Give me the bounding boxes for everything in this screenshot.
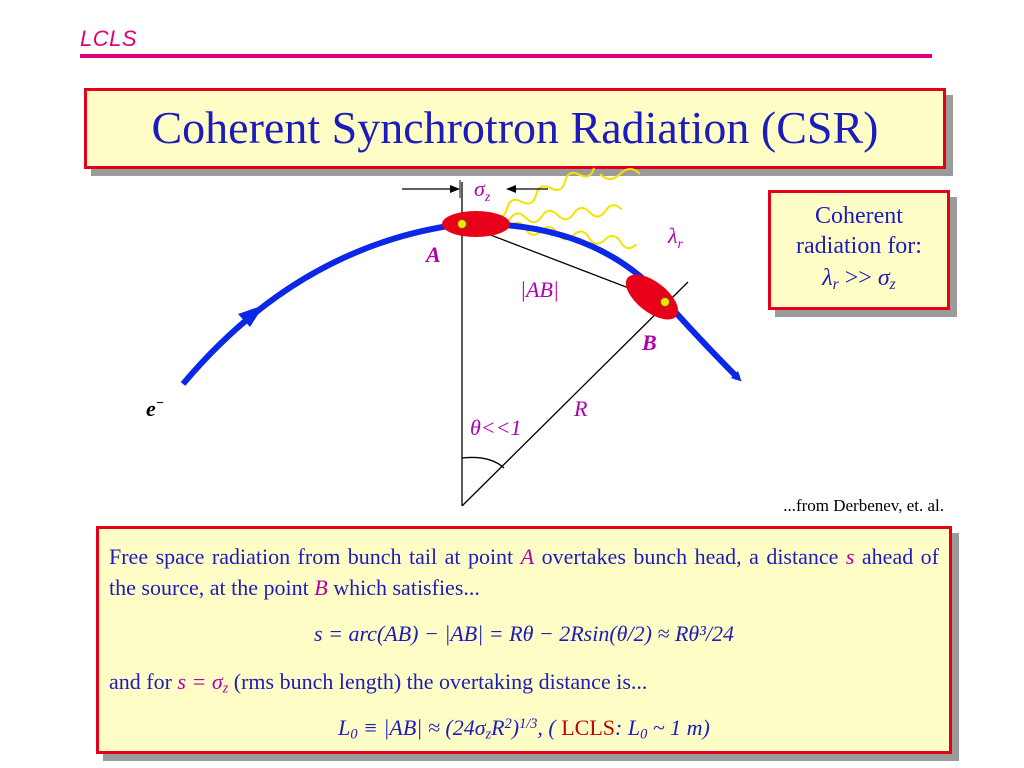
- theta-arc: [462, 457, 504, 468]
- label-AB: |AB|: [520, 277, 559, 302]
- sigma-arrowhead-left: [450, 185, 460, 193]
- coherent-line-1: Coherent: [815, 203, 903, 229]
- sigma-arrowhead-right: [506, 185, 516, 193]
- f2-f: :: [615, 715, 628, 740]
- lambda-symbol: λ: [668, 223, 678, 248]
- p3-text-b: (rms bunch length) the overtaking distance is...: [228, 669, 648, 694]
- f2-e: , (: [537, 715, 562, 740]
- p3-s-sigma: s = σ: [177, 669, 223, 694]
- coherent-condition-box: [768, 190, 950, 310]
- electron-symbol: e: [146, 396, 156, 421]
- electron-charge: −: [155, 396, 165, 411]
- cond-sigma-sub: z: [889, 275, 896, 293]
- label-B: B: [642, 330, 657, 355]
- coherent-condition: [771, 265, 947, 294]
- p1-text-a: Free space radiation from bunch tail at point: [109, 544, 521, 569]
- cond-sigma: σ: [877, 265, 890, 291]
- lcls-logo: LCLS: [80, 26, 138, 51]
- f2-d: ): [511, 715, 520, 740]
- p1-point-B: B: [314, 575, 328, 600]
- cond-lambda: λ: [822, 265, 833, 291]
- f2-c-sup: 2: [504, 715, 512, 732]
- cond-operator: >>: [838, 265, 878, 291]
- p1-text-b: overtakes bunch head, a distance: [534, 544, 846, 569]
- slide-title: Coherent Synchrotron Radiation (CSR): [151, 102, 879, 153]
- formula-overtaking: s = arc(AB) − |AB| = Rθ − 2Rsin(θ/2) ≈ Rθ³/24: [314, 621, 734, 646]
- sigma-z-label: [474, 176, 491, 205]
- label-electron: [146, 396, 164, 421]
- lambda-subscript: r: [677, 237, 683, 252]
- f2-lcls: LCLS: [561, 715, 616, 740]
- p1-point-A: A: [520, 544, 535, 569]
- f2-g-sub: 0: [640, 726, 648, 743]
- lambda-r-label: [667, 223, 684, 252]
- f2-b: ≡ |AB| ≈ (24σ: [357, 715, 486, 740]
- wave-4: [600, 169, 640, 179]
- p3-text-a: and for: [109, 669, 178, 694]
- p1-s: s: [845, 544, 855, 569]
- label-theta: θ<<1: [470, 415, 522, 440]
- f2-c: R: [491, 715, 505, 740]
- explanation-box: [96, 526, 952, 754]
- formula-L0: [109, 715, 939, 744]
- sigma-z-symbol: σ: [474, 176, 485, 201]
- point-B: [661, 298, 670, 307]
- explanation-paragraph: [109, 541, 939, 603]
- f2-h: ~ 1 m): [647, 715, 710, 740]
- label-R: R: [574, 396, 588, 421]
- f2-a: L: [338, 715, 351, 740]
- f2-b-sub: z: [485, 726, 492, 743]
- label-A: A: [426, 242, 441, 267]
- bunch-B: [618, 266, 685, 328]
- sigma-z-subscript: z: [484, 190, 491, 205]
- coherent-line-2: radiation for:: [796, 233, 922, 259]
- bunch-A: [442, 211, 510, 237]
- source-note: ...from Derbenev, et. al.: [783, 496, 944, 515]
- cond-lambda-sub: r: [832, 275, 839, 293]
- p1-text-d: which satisfies...: [327, 575, 480, 600]
- f2-a-sub: 0: [350, 726, 358, 743]
- f2-d-sup: 1/3: [519, 715, 538, 732]
- p1-text-c: ahead of the source, at the point: [109, 544, 940, 600]
- point-A: [458, 220, 467, 229]
- sigma-condition-text: [109, 669, 939, 698]
- p3-s-sigma-sub: z: [222, 680, 229, 697]
- f2-g: L: [627, 715, 641, 740]
